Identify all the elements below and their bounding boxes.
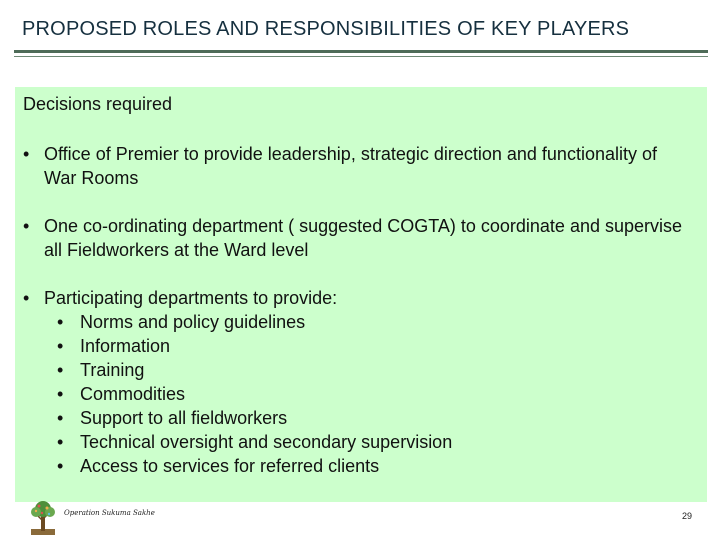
bullet-dot-icon: •	[23, 144, 30, 164]
footer-label: Operation Sukuma Sakhe	[64, 509, 155, 517]
sub-bullet-item	[57, 382, 185, 406]
sub-bullet-text: Technical oversight and secondary supervision	[80, 432, 453, 452]
sub-bullet-text: Commodities	[80, 384, 186, 404]
sub-bullet-text: Support to all fieldworkers	[80, 408, 288, 428]
bullet-text: Participating departments to provide:	[44, 288, 338, 308]
bullet-dot-icon: •	[57, 336, 64, 356]
sub-bullet-text: Information	[80, 336, 171, 356]
title-divider-thin	[14, 56, 708, 57]
bullet-dot-icon: •	[57, 456, 64, 476]
tree-logo-icon	[27, 499, 59, 536]
sub-bullet-item	[57, 406, 287, 430]
sub-bullet-text: Training	[80, 360, 145, 380]
bullet-dot-icon: •	[57, 432, 64, 452]
sub-bullet-item	[57, 430, 452, 454]
bullet-dot-icon: •	[57, 312, 64, 332]
bullet-dot-icon: •	[57, 384, 64, 404]
sub-bullet-text: Norms and policy guidelines	[80, 312, 306, 332]
sub-bullet-item	[57, 334, 170, 358]
bullet-dot-icon: •	[23, 288, 30, 308]
sub-bullet-item	[57, 454, 379, 478]
bullet-dot-icon: •	[57, 360, 64, 380]
bullet-item	[23, 214, 694, 262]
bullet-dot-icon: •	[23, 216, 30, 236]
sub-bullet-item	[57, 358, 144, 382]
bullet-text: Office of Premier to provide leadership, strategic direction and functionality of War Rooms	[44, 144, 657, 188]
page-number: 29	[681, 511, 692, 521]
bullet-text: One co-ordinating department ( suggested COGTA) to coordinate and supervise all Fieldworkers at the Ward level	[44, 216, 683, 260]
sub-bullet-item	[57, 310, 305, 334]
bullet-item	[23, 142, 694, 190]
title-divider	[14, 50, 708, 53]
sub-bullet-text: Access to services for referred clients	[80, 456, 380, 476]
section-heading: Decisions required	[23, 94, 173, 114]
bullet-item	[23, 286, 694, 310]
bullet-dot-icon: •	[57, 408, 64, 428]
slide-title: PROPOSED ROLES AND RESPONSIBILITIES OF KEY PLAYERS	[22, 18, 630, 40]
